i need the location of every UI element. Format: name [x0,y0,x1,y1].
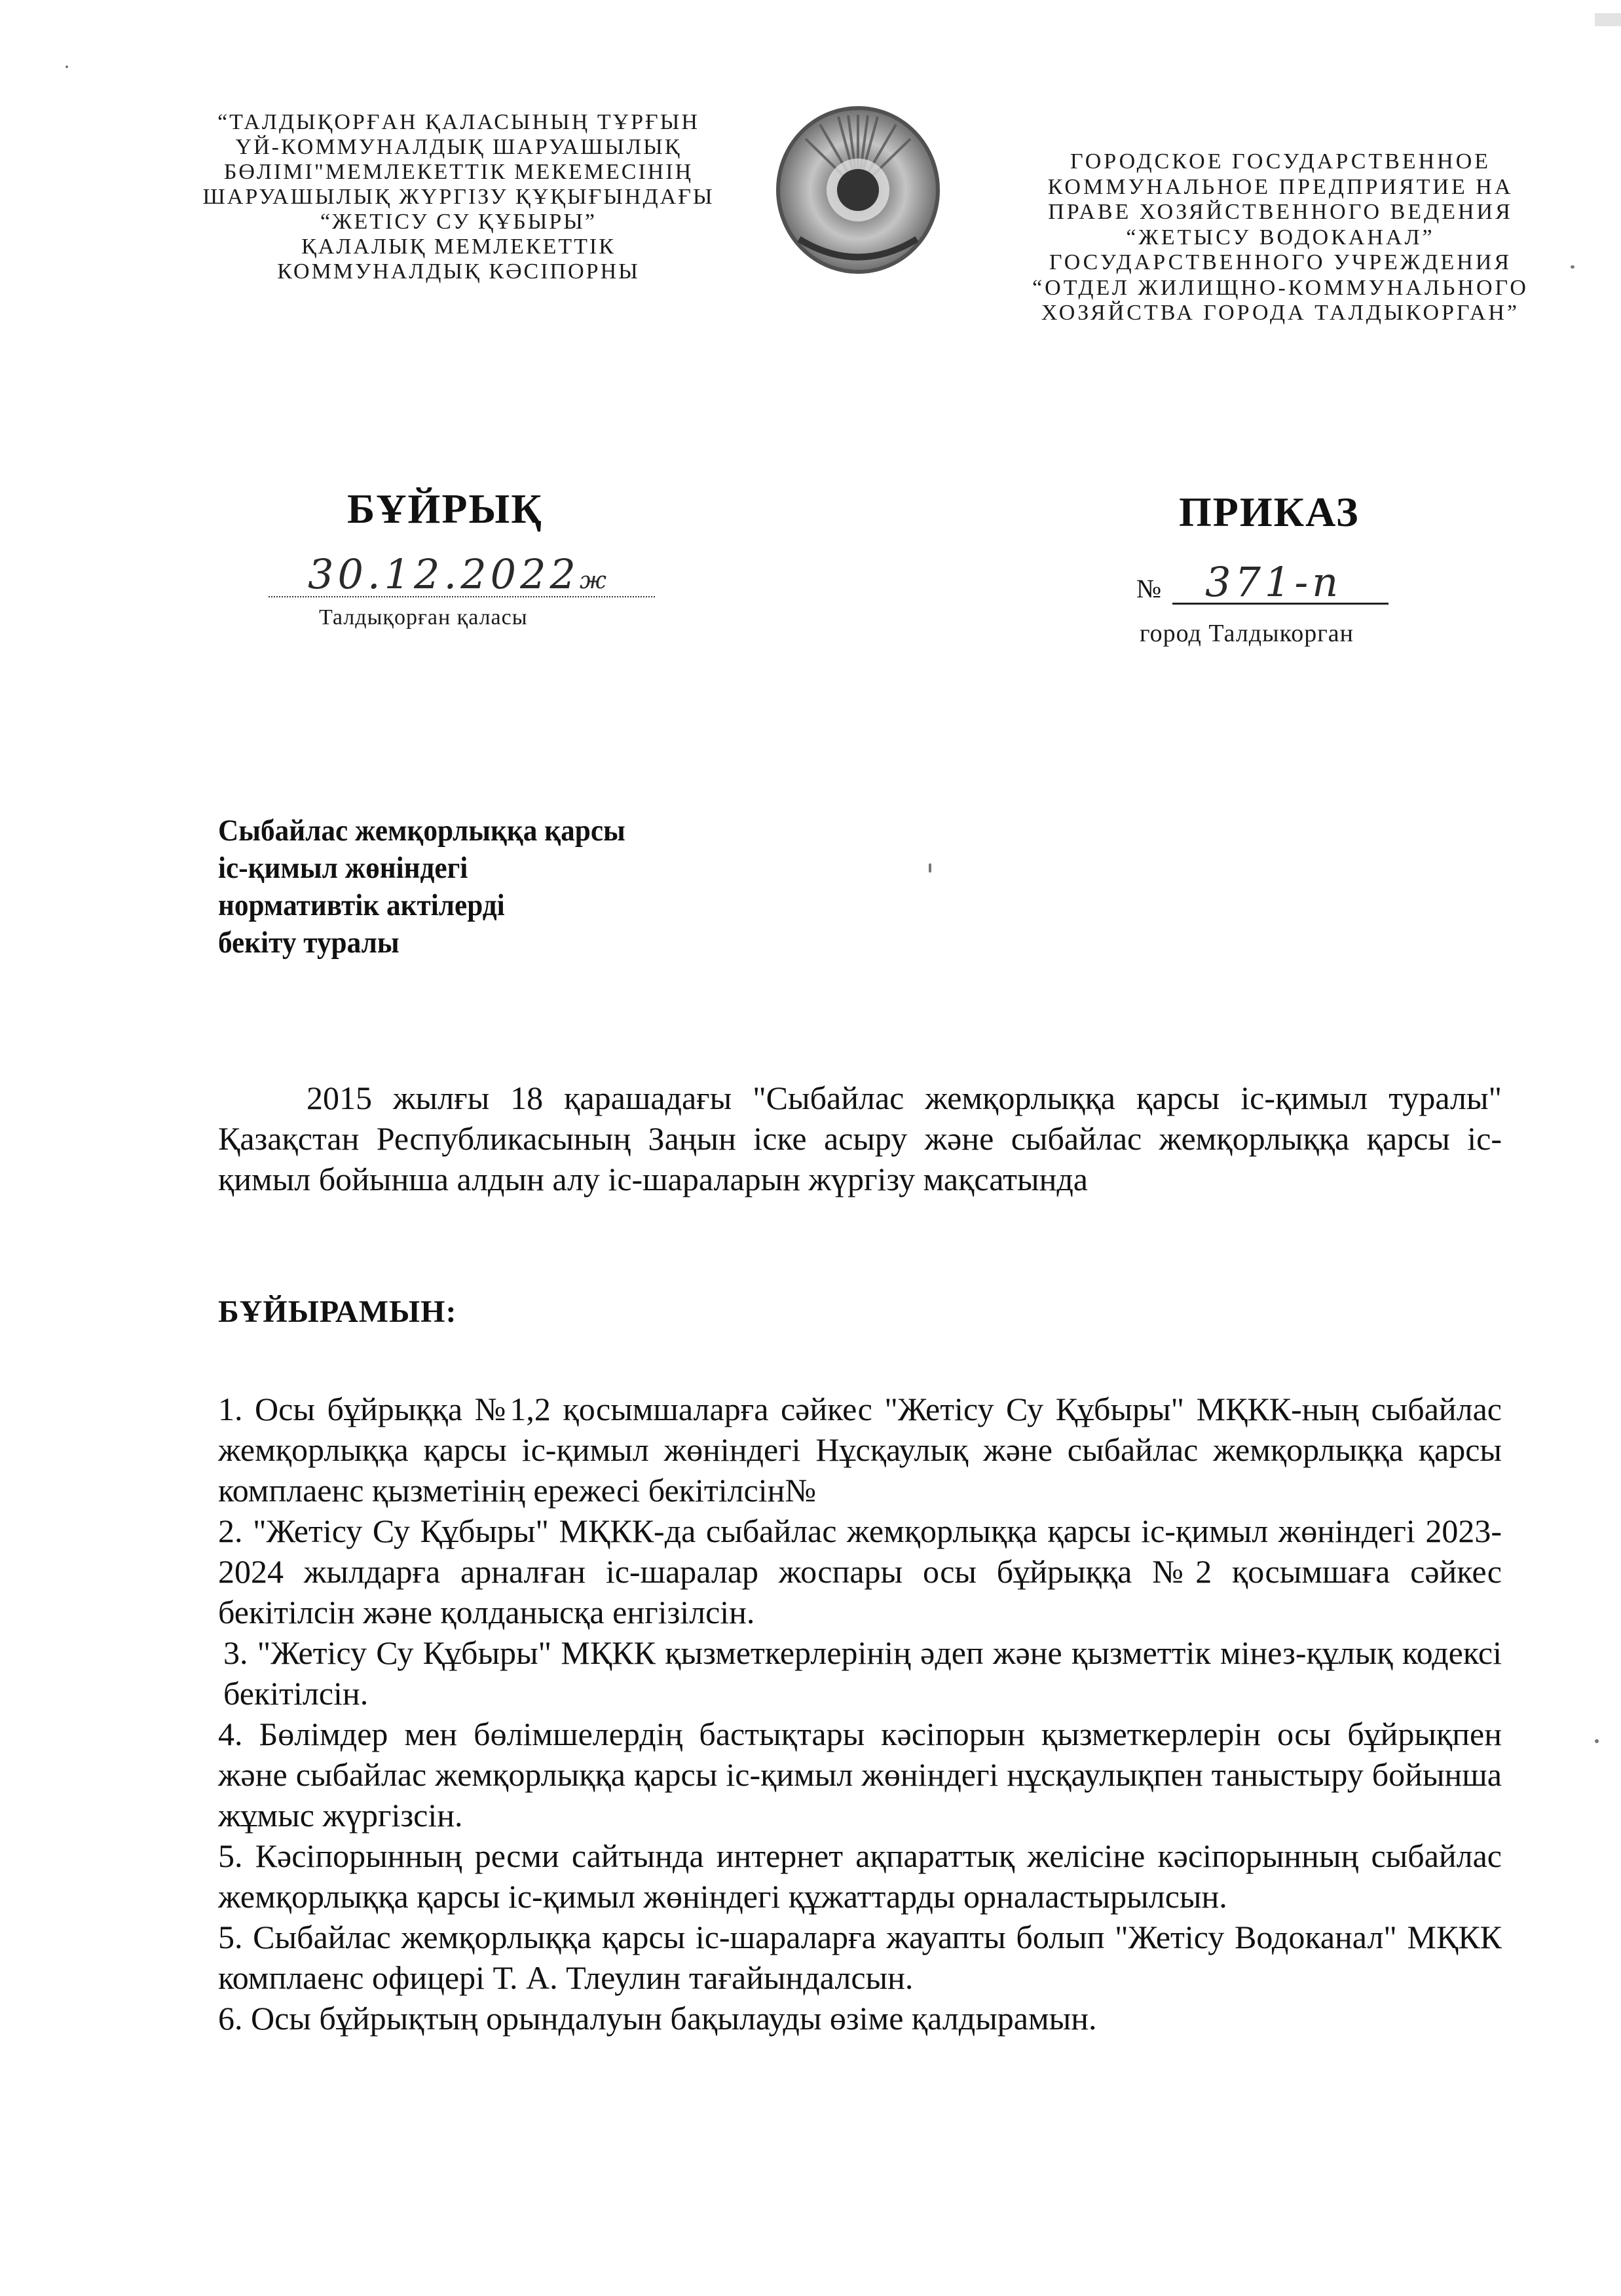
header-ru-line: ГОРОДСКОЕ ГОСУДАРСТВЕННОЕ [1070,149,1491,174]
header-kz-line: “ЖЕТІСУ СУ ҚҰБЫРЫ” [320,210,597,234]
header-kz-line: БӨЛІМІ"МЕМЛЕКЕТТІК МЕКЕМЕСІНІҢ [223,160,694,184]
order-item: 2. "Жетісу Су Құбыры" МҚКК-да сыбайлас жемқорлыққа қарсы іс-қимыл жөніндегі 2023-2024 жылдарға арналған іс-шаралар жоспары осы бұйрыққа №2 қосымшаға сәйкес бекітілсін және қолданысқа енгізілсін. [218,1513,1502,1630]
scan-speck [1595,1739,1599,1743]
header-ru-line: “ОТДЕЛ ЖИЛИЩНО-КОММУНАЛЬНОГО [1032,275,1529,300]
scan-edge-artifact [1595,13,1621,26]
scan-speck [65,66,68,68]
preamble-paragraph: 2015 жылғы 18 қарашадағы "Сыбайлас жемқорлыққа қарсы іс-қимыл туралы" Қазақстан Республикасының Заңын іске асыру және сыбайлас жемқорлыққа қарсы іс-қимыл бойынша алдын алу іс-шараларын жүргізу мақсатында [218,1080,1502,1197]
order-number-field [1172,558,1388,606]
city-ru: город Талдыкорган [1140,620,1354,647]
header-ru-line: “ЖЕТЫСУ ВОДОКАНАЛ” [1126,225,1435,250]
date-suffix: ж [580,567,606,594]
state-emblem-icon [773,98,943,275]
number-sign: № [1136,574,1162,603]
subject-line: іс-қимыл жөніндегі [218,851,468,885]
header-kz-line: ҚАЛАЛЫҚ МЕМЛЕКЕТТІК [301,235,616,259]
order-number-handwritten: 371-п [1205,558,1343,606]
header-ru-line: КОММУНАЛЬНОЕ ПРЕДПРИЯТИЕ НА [1047,174,1514,199]
order-command-heading: БҰЙЫРАМЫН: [218,1294,457,1329]
order-date-field [269,550,655,598]
header-org-ru [999,149,1562,326]
order-items-list [218,1389,1502,2039]
subject-line: бекіту туралы [218,926,400,960]
header-kz-line: КОММУНАЛДЫҚ КӘСІПОРНЫ [277,259,640,284]
order-item: 6. Осы бұйрықтың орындалуын бақылауды өзіме қалдырамын. [218,2000,1097,2037]
order-item: 3. "Жетісу Су Құбыры" МҚКК қызметкерлерінің әдеп және қызметтік мінез-құлық кодексі бекітілсін. [223,1634,1502,1712]
order-item: 4. Бөлімдер мен бөлімшелердің бастықтары кәсіпорын қызметкерлерін осы бұйрықпен және сыбайлас жемқорлыққа қарсы іс-қимыл жөніндегі нұсқаулықпен таныстыру бойынша жұмыс жүргізсін. [218,1716,1502,1834]
order-title-ru: ПРИКАЗ [1179,489,1360,535]
order-item: 5. Сыбайлас жемқорлыққа қарсы іс-шараларға жауапты болып "Жетісу Водоканал" МҚКК комплаенс офицері Т. А. Тлеулин тағайындалсын. [218,1919,1502,1996]
order-title-kz: БҰЙРЫҚ [347,485,543,532]
header-ru-line: ГОСУДАРСТВЕННОГО УЧРЕЖДЕНИЯ [1049,250,1512,274]
subject-line: нормативтік актілерді [218,888,505,922]
scan-speck [929,863,931,873]
header-ru-line: ПРАВЕ ХОЗЯЙСТВЕННОГО ВЕДЕНИЯ [1048,200,1513,224]
order-subject [218,812,625,962]
header-kz-line: ШАРУАШЫЛЫҚ ЖҮРГІЗУ ҚҰҚЫҒЫНДАҒЫ [202,185,715,209]
header-kz-line: “ТАЛДЫҚОРҒАН ҚАЛАСЫНЫҢ ТҰРҒЫН [217,110,699,134]
header-kz-line: ҮЙ-КОММУНАЛДЫҚ ШАРУАШЫЛЫҚ [235,135,682,159]
order-item: 1. Осы бұйрыққа №1,2 қосымшаларға сәйкес "Жетісу Су Құбыры" МҚКК-ның сыбайлас жемқорлыққа қарсы іс-қимыл жөніндегі Нұсқаулық және сыбайлас жемқорлыққа қарсы комплаенс қызметінің ережесі бекітілсін№ [218,1391,1502,1509]
order-item: 5. Кәсіпорынның ресми сайтында интернет ақпараттық желісіне кәсіпорынның сыбайлас жемқорлыққа қарсы іс-қимыл жөніндегі құжаттарды орналастырылсын. [218,1837,1502,1915]
header-ru-line: ХОЗЯЙСТВА ГОРОДА ТАЛДЫКОРГАН” [1041,301,1520,325]
subject-line: Сыбайлас жемқорлыққа қарсы [218,814,625,848]
order-date-handwritten: 30.12.2022ж [308,550,606,598]
city-kz: Талдықорған қаласы [319,605,528,630]
scan-speck [1571,265,1574,269]
header-org-kz [164,110,753,284]
